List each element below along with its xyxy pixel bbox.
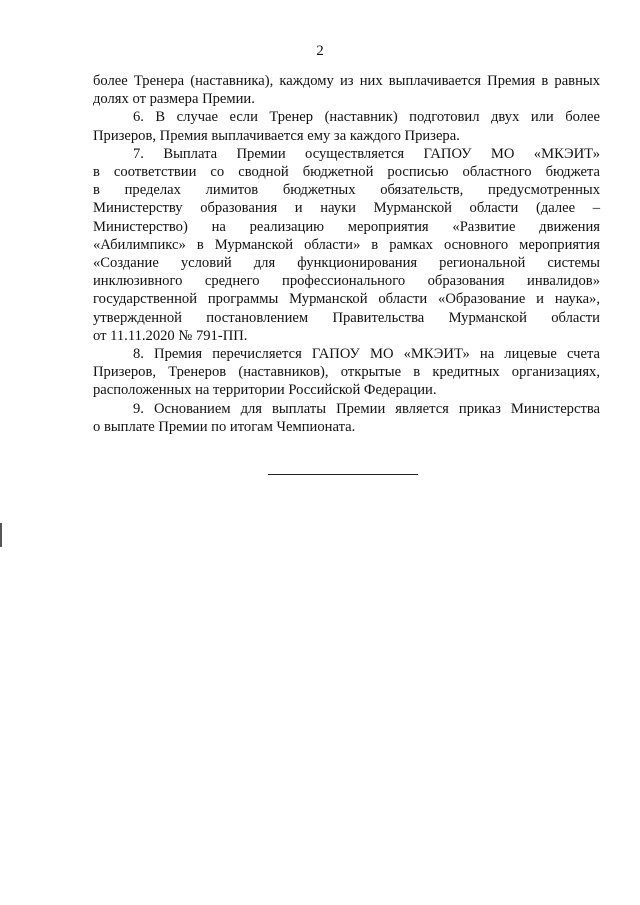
text-line: в соответствии со сводной бюджетной росписью областного бюджета (93, 164, 600, 181)
text-line: Министерству образования и науки Мурманской области (далее – (93, 200, 600, 217)
text-line: 8. Премия перечисляется ГАПОУ МО «МКЭИТ» на лицевые счета (133, 346, 600, 363)
paragraph-6 (93, 108, 600, 144)
scan-edge-mark (0, 523, 2, 547)
text-line: Призеров, Премия выплачивается ему за каждого Призера. (93, 127, 460, 144)
text-line: 6. В случае если Тренер (наставник) подготовил двух или более (133, 109, 600, 126)
text-line: о выплате Премии по итогам Чемпионата. (93, 418, 356, 435)
end-separator-line (268, 474, 418, 475)
text-line: в пределах лимитов бюджетных обязательств, предусмотренных (93, 182, 600, 199)
text-line: от 11.11.2020 № 791-ПП. (93, 327, 248, 344)
text-line: расположенных на территории Российской Федерации. (93, 382, 437, 399)
text-line: 7. Выплата Премии осуществляется ГАПОУ МО «МКЭИТ» (133, 145, 600, 162)
text-line: «Абилимпикс» в Мурманской области» в рамках основного мероприятия (93, 236, 600, 253)
text-line: долях от размера Премии. (93, 91, 255, 108)
text-line: 9. Основанием для выплаты Премии является приказ Министерства (133, 400, 600, 417)
paragraph-9 (93, 400, 600, 436)
page-number: 2 (316, 43, 324, 59)
text-line: инклюзивного среднего профессионального образования инвалидов» (93, 273, 600, 290)
text-line: государственной программы Мурманской области «Образование и наука», (93, 291, 600, 308)
text-line: Призеров, Тренеров (наставников), открытые в кредитных организациях, (93, 364, 600, 381)
text-line: «Создание условий для функционирования региональной системы (93, 255, 600, 272)
text-line: более Тренера (наставника), каждому из них выплачивается Премия в равных (93, 73, 600, 89)
paragraph-5-continuation (93, 72, 600, 108)
paragraph-7 (93, 145, 600, 345)
text-line: утвержденной постановлением Правительства Мурманской области (93, 309, 600, 326)
paragraph-8 (93, 345, 600, 400)
document-body (93, 72, 600, 436)
text-line: Министерство) на реализацию мероприятия «Развитие движения (93, 218, 600, 235)
